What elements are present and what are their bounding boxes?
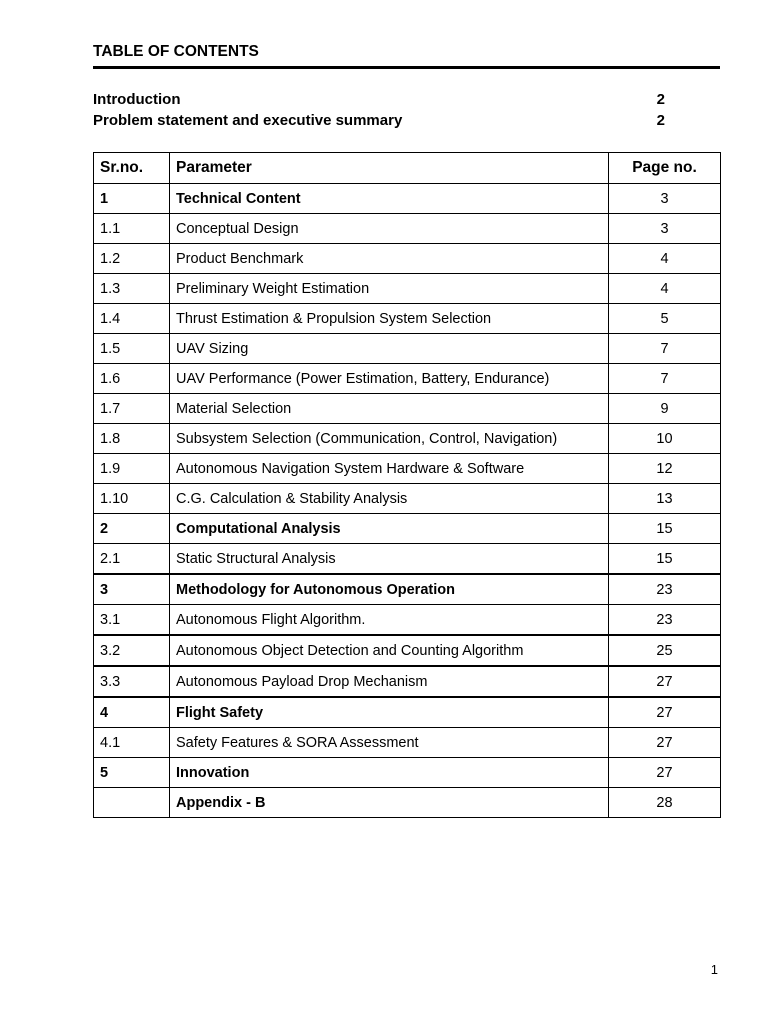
cell-srno: 5 xyxy=(94,758,170,788)
page-heading: TABLE OF CONTENTS xyxy=(93,43,259,60)
table-row[interactable] xyxy=(94,454,721,484)
cell-page: 12 xyxy=(609,454,721,484)
table-row[interactable] xyxy=(94,484,721,514)
cell-srno: 1.3 xyxy=(94,274,170,304)
summary-item-introduction[interactable] xyxy=(93,89,665,110)
cell-page: 4 xyxy=(609,244,721,274)
table-body xyxy=(94,184,721,818)
cell-page: 7 xyxy=(609,334,721,364)
table-row[interactable] xyxy=(94,424,721,454)
table-row[interactable] xyxy=(94,666,721,697)
table-header-row xyxy=(94,153,721,184)
cell-parameter: Subsystem Selection (Communication, Control, Navigation) xyxy=(170,424,609,454)
cell-page: 15 xyxy=(609,544,721,575)
summary-list xyxy=(93,89,665,131)
summary-item-label: Introduction xyxy=(93,91,181,108)
table-row[interactable] xyxy=(94,304,721,334)
table-row[interactable] xyxy=(94,394,721,424)
cell-page: 25 xyxy=(609,635,721,666)
contents-table xyxy=(93,152,721,818)
cell-parameter: Static Structural Analysis xyxy=(170,544,609,575)
cell-srno: 2.1 xyxy=(94,544,170,575)
cell-parameter: Methodology for Autonomous Operation xyxy=(170,574,609,605)
cell-parameter: Thrust Estimation & Propulsion System Selection xyxy=(170,304,609,334)
cell-srno: 1.6 xyxy=(94,364,170,394)
cell-page: 23 xyxy=(609,605,721,636)
summary-item-page: 2 xyxy=(656,91,665,108)
summary-item-label: Problem statement and executive summary xyxy=(93,112,403,129)
cell-srno: 1.7 xyxy=(94,394,170,424)
cell-srno: 3 xyxy=(94,574,170,605)
cell-parameter: Appendix - B xyxy=(170,788,609,818)
page-number: 1 xyxy=(710,962,718,977)
cell-parameter: Autonomous Payload Drop Mechanism xyxy=(170,666,609,697)
table-row[interactable] xyxy=(94,728,721,758)
cell-srno xyxy=(94,788,170,818)
summary-item-problem-statement[interactable] xyxy=(93,110,665,131)
cell-srno: 1.5 xyxy=(94,334,170,364)
cell-page: 4 xyxy=(609,274,721,304)
table-row[interactable] xyxy=(94,364,721,394)
cell-srno: 1 xyxy=(94,184,170,214)
column-header-parameter: Parameter xyxy=(170,153,609,184)
cell-page: 3 xyxy=(609,214,721,244)
cell-srno: 4 xyxy=(94,697,170,728)
column-header-page: Page no. xyxy=(609,153,721,184)
table-row[interactable] xyxy=(94,244,721,274)
table-row[interactable] xyxy=(94,788,721,818)
cell-page: 28 xyxy=(609,788,721,818)
cell-page: 7 xyxy=(609,364,721,394)
cell-page: 5 xyxy=(609,304,721,334)
table-row[interactable] xyxy=(94,605,721,636)
cell-parameter: Technical Content xyxy=(170,184,609,214)
table-row[interactable] xyxy=(94,274,721,304)
cell-parameter: Preliminary Weight Estimation xyxy=(170,274,609,304)
cell-srno: 1.2 xyxy=(94,244,170,274)
cell-srno: 1.1 xyxy=(94,214,170,244)
table-row[interactable] xyxy=(94,635,721,666)
cell-parameter: Autonomous Object Detection and Counting Algorithm xyxy=(170,635,609,666)
cell-parameter: UAV Performance (Power Estimation, Battery, Endurance) xyxy=(170,364,609,394)
cell-parameter: C.G. Calculation & Stability Analysis xyxy=(170,484,609,514)
cell-page: 13 xyxy=(609,484,721,514)
heading-divider xyxy=(93,66,720,69)
table-row[interactable] xyxy=(94,758,721,788)
summary-item-page: 2 xyxy=(656,112,665,129)
cell-srno: 1.9 xyxy=(94,454,170,484)
cell-page: 10 xyxy=(609,424,721,454)
cell-srno: 4.1 xyxy=(94,728,170,758)
table-row[interactable] xyxy=(94,214,721,244)
table-row[interactable] xyxy=(94,544,721,575)
column-header-srno: Sr.no. xyxy=(94,153,170,184)
cell-parameter: Flight Safety xyxy=(170,697,609,728)
cell-srno: 1.4 xyxy=(94,304,170,334)
cell-parameter: Material Selection xyxy=(170,394,609,424)
table-row[interactable] xyxy=(94,697,721,728)
cell-parameter: Autonomous Navigation System Hardware & Software xyxy=(170,454,609,484)
cell-parameter: Product Benchmark xyxy=(170,244,609,274)
cell-page: 27 xyxy=(609,758,721,788)
table-row[interactable] xyxy=(94,514,721,544)
cell-page: 3 xyxy=(609,184,721,214)
table-row[interactable] xyxy=(94,574,721,605)
cell-srno: 1.8 xyxy=(94,424,170,454)
cell-parameter: Autonomous Flight Algorithm. xyxy=(170,605,609,636)
cell-srno: 2 xyxy=(94,514,170,544)
cell-page: 27 xyxy=(609,728,721,758)
cell-page: 27 xyxy=(609,666,721,697)
cell-page: 23 xyxy=(609,574,721,605)
cell-page: 9 xyxy=(609,394,721,424)
cell-srno: 3.1 xyxy=(94,605,170,636)
cell-page: 15 xyxy=(609,514,721,544)
table-row[interactable] xyxy=(94,334,721,364)
table-row[interactable] xyxy=(94,184,721,214)
cell-parameter: Innovation xyxy=(170,758,609,788)
cell-parameter: Computational Analysis xyxy=(170,514,609,544)
cell-srno: 3.2 xyxy=(94,635,170,666)
cell-parameter: UAV Sizing xyxy=(170,334,609,364)
cell-parameter: Conceptual Design xyxy=(170,214,609,244)
cell-srno: 3.3 xyxy=(94,666,170,697)
cell-parameter: Safety Features & SORA Assessment xyxy=(170,728,609,758)
cell-page: 27 xyxy=(609,697,721,728)
cell-srno: 1.10 xyxy=(94,484,170,514)
